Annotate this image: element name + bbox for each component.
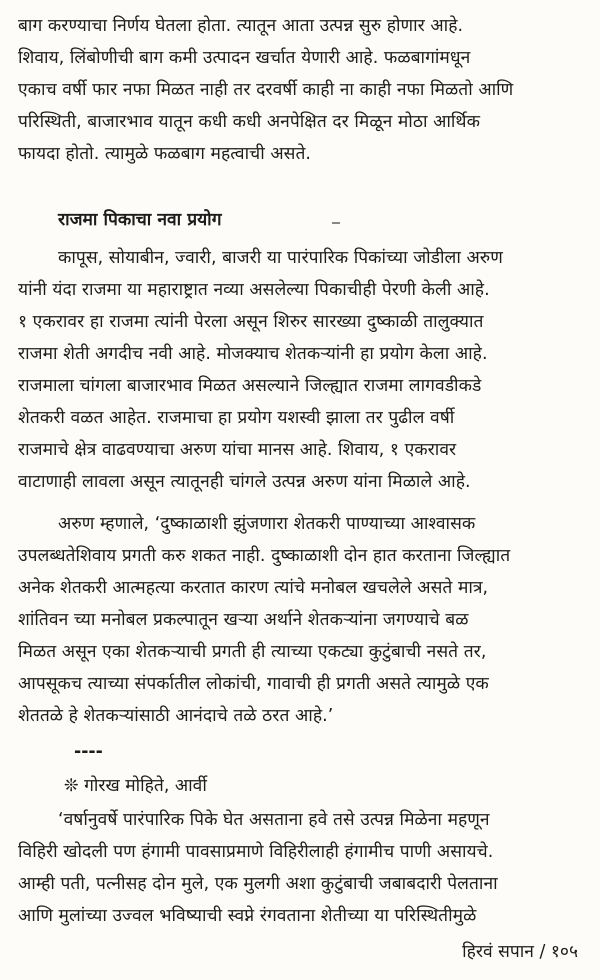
text-line: राजमाला चांगला बाजारभाव मिळत असल्याने जिल्ह्यात राजमा लागवडीकडे	[18, 376, 482, 396]
section-separator: ----	[74, 742, 103, 762]
text-line: यांनी यंदा राजमा या महाराष्ट्रात नव्या असलेल्या पिकाचीही पेरणी केली आहे.	[18, 280, 490, 300]
text-line: राजमा शेती अगदीच नवी आहे. मोजक्याच शेतकऱ्यांनी हा प्रयोग केला आहे.	[18, 344, 488, 364]
text-line: बाग करण्याचा निर्णय घेतला होता. त्यातून आता उत्पन्न सुरु होणार आहे.	[18, 16, 464, 36]
text-line: उपलब्धतेशिवाय प्रगती करु शकत नाही. दुष्काळाशी दोन हात करताना जिल्ह्यात	[18, 546, 511, 566]
text-line: आणि मुलांच्या उज्वल भविष्याची स्वप्ने रंगवताना शेतीच्या या परिस्थितीमुळे	[18, 906, 477, 926]
margin-mark	[332, 222, 340, 224]
text-line: राजमाचे क्षेत्र वाढवण्याचा अरुण यांचा मानस आहे. शिवाय, १ एकरावर	[18, 440, 457, 460]
text-line: परिस्थिती, बाजारभाव यातून कधी कधी अनपेक्षित दर मिळून मोठा आर्थिक	[18, 112, 480, 132]
text-line: एकाच वर्षी फार नफा मिळत नाही तर दरवर्षी काही ना काही नफा मिळतो आणि	[18, 80, 514, 100]
author-byline: ❊ गोरख मोहिते, आर्वी	[64, 776, 207, 796]
text-line: विहिरी खोदली पण हंगामी पावसाप्रमाणे विहिरीलाही हंगामीच पाणी असायचे.	[18, 842, 494, 862]
text-line: १ एकरावर हा राजमा त्यांनी पेरला असून शिरुर सारख्या दुष्काळी तालुक्यात	[18, 312, 484, 332]
text-line: शिवाय, लिंबोणीची बाग कमी उत्पादन खर्चात येणारी आहे. फळबागांमधून	[18, 48, 471, 68]
page-footer: हिरवं सपान / १०५	[462, 942, 578, 962]
text-line: शेतकरी वळत आहेत. राजमाचा हा प्रयोग यशस्वी झाला तर पुढील वर्षी	[18, 408, 455, 428]
text-line: वाटाणाही लावला असून त्यातूनही चांगले उत्पन्न अरुण यांना मिळाले आहे.	[18, 472, 471, 492]
text-line: आपसूकच त्याच्या संपर्कातील लोकांची, गावाची ही प्रगती असते त्यामुळे एक	[18, 674, 489, 694]
text-line: अनेक शेतकरी आत्महत्या करतात कारण त्यांचे मनोबल खचलेले असते मात्र,	[18, 578, 489, 598]
section-heading: राजमा पिकाचा नवा प्रयोग	[58, 210, 222, 230]
text-line: फायदा होतो. त्यामुळे फळबाग महत्वाची असते.	[18, 144, 312, 164]
text-line: शेततळे हे शेतकऱ्यांसाठी आनंदाचे तळे ठरत आहे.’	[18, 706, 334, 726]
text-line: अरुण म्हणाले, ‘दुष्काळाशी झुंजणारा शेतकरी पाण्याच्या आश्वासक	[58, 514, 476, 534]
text-line: मिळत असून एका शेतकऱ्याची प्रगती ही त्याच्या एकट्या कुटुंबाची नसते तर,	[18, 642, 487, 662]
text-line: कापूस, सोयाबीन, ज्वारी, बाजरी या पारंपारिक पिकांच्या जोडीला अरुण	[58, 248, 503, 268]
text-line: ‘वर्षानुवर्षे पारंपारिक पिके घेत असताना हवे तसे उत्पन्न मिळेना महणून	[58, 810, 490, 830]
text-line: शांतिवन च्या मनोबल प्रकल्पातून खऱ्या अर्थाने शेतकऱ्यांना जगण्याचे बळ	[18, 610, 469, 630]
text-line: आम्ही पती, पत्नीसह दोन मुले, एक मुलगी अशा कुटुंबाची जबाबदारी पेलताना	[18, 874, 498, 894]
